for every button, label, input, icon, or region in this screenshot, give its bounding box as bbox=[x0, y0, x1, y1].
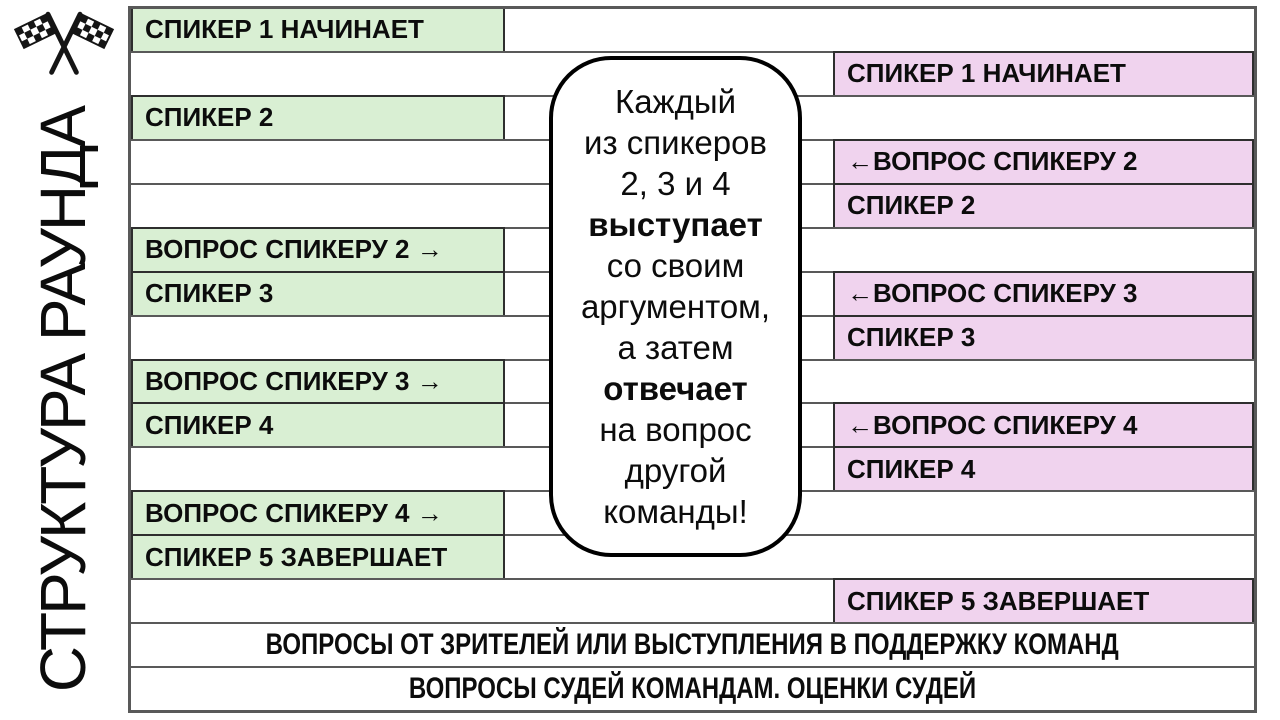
note-line-bold: выступает bbox=[588, 206, 763, 243]
table-row-15 bbox=[131, 622, 1254, 666]
stage-question-to-speaker2-right: ←ВОПРОС СПИКЕРУ 2 bbox=[833, 139, 1254, 185]
checkered-flags-icon bbox=[6, 2, 122, 88]
note-line: другой bbox=[624, 452, 727, 489]
stage-audience-questions-label: ВОПРОСЫ ОТ ЗРИТЕЛЕЙ ИЛИ ВЫСТУПЛЕНИЯ В ПОДДЕРЖКУ КОМАНД bbox=[265, 628, 1120, 662]
stage-speaker1-left: СПИКЕР 1 НАЧИНАЕТ bbox=[131, 7, 505, 53]
note-line: со своим bbox=[606, 247, 745, 284]
stage-question-to-speaker2-left: ВОПРОС СПИКЕРУ 2 → bbox=[131, 227, 505, 273]
page-title: СТРУКТУРА РАУНДА bbox=[27, 107, 99, 693]
stage-speaker3-right: СПИКЕР 3 bbox=[833, 315, 1254, 361]
stage-speaker4-right: СПИКЕР 4 bbox=[833, 446, 1254, 492]
stage-speaker2-left: СПИКЕР 2 bbox=[131, 95, 505, 141]
stage-speaker3-left: СПИКЕР 3 bbox=[131, 271, 505, 317]
table-row-1 bbox=[131, 9, 1254, 51]
stage-question-to-speaker4-left: ВОПРОС СПИКЕРУ 4 → bbox=[131, 490, 505, 536]
stage-audience-questions bbox=[131, 624, 1254, 666]
center-note bbox=[549, 56, 802, 557]
note-line: 2, 3 и 4 bbox=[620, 165, 731, 202]
stage-speaker4-left: СПИКЕР 4 bbox=[131, 402, 505, 448]
stage-judges-questions bbox=[131, 668, 1254, 710]
table-row-16 bbox=[131, 666, 1254, 710]
note-line: а затем bbox=[617, 329, 734, 366]
note-line: Каждый bbox=[614, 83, 737, 120]
note-line: аргументом, bbox=[580, 288, 771, 325]
note-line-bold: отвечает bbox=[603, 370, 748, 407]
table-row-14 bbox=[131, 578, 1254, 622]
stage-question-to-speaker3-right: ←ВОПРОС СПИКЕРУ 3 bbox=[833, 271, 1254, 317]
stage-question-to-speaker4-right: ←ВОПРОС СПИКЕРУ 4 bbox=[833, 402, 1254, 448]
note-line: из спикеров bbox=[584, 124, 767, 161]
note-line: на вопрос bbox=[599, 411, 752, 448]
stage-question-to-speaker3-left: ВОПРОС СПИКЕРУ 3 → bbox=[131, 359, 505, 405]
note-line: команды! bbox=[603, 493, 748, 530]
stage-speaker1-right: СПИКЕР 1 НАЧИНАЕТ bbox=[833, 51, 1254, 97]
stage-speaker5-right: СПИКЕР 5 ЗАВЕРШАЕТ bbox=[833, 578, 1254, 624]
stage-speaker2-right: СПИКЕР 2 bbox=[833, 183, 1254, 229]
stage-speaker5-left: СПИКЕР 5 ЗАВЕРШАЕТ bbox=[131, 534, 505, 580]
stage-judges-questions-label: ВОПРОСЫ СУДЕЙ КОМАНДАМ. ОЦЕНКИ СУДЕЙ bbox=[408, 672, 977, 706]
